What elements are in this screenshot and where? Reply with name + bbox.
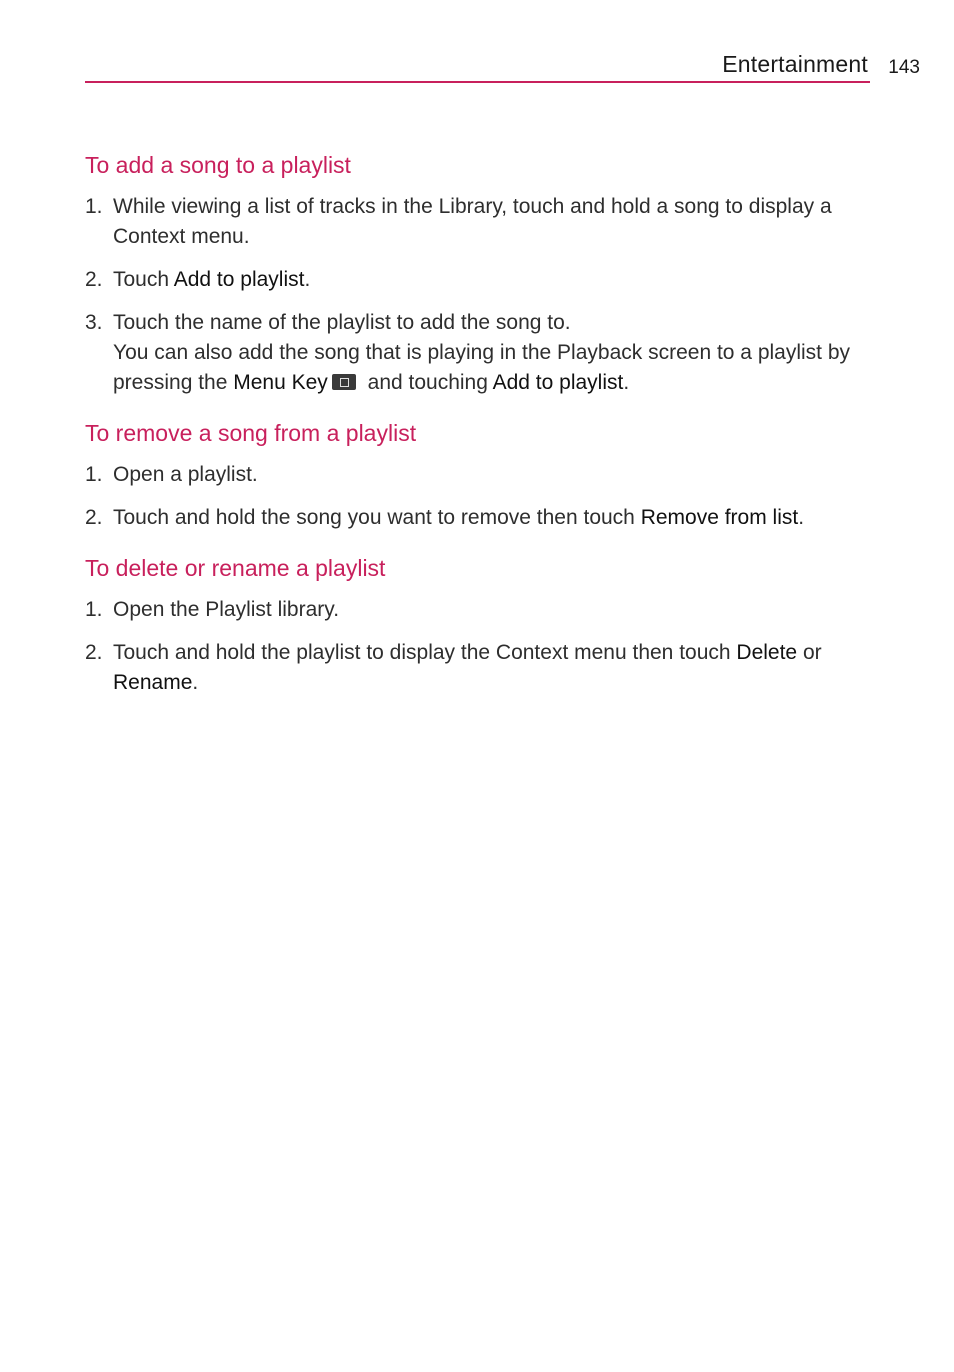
section-title-delete-rename: To delete or rename a playlist — [85, 555, 386, 581]
step-text: Touch — [113, 268, 174, 291]
step-number: 1. — [85, 463, 103, 486]
option-add-to-playlist: Add to playlist — [492, 371, 624, 394]
section-title-add-song: To add a song to a playlist — [85, 152, 351, 178]
step-text: . — [623, 371, 630, 394]
step-text: . — [304, 268, 311, 291]
step-text: Open the Playlist library. — [113, 598, 340, 621]
step-text: . — [192, 671, 199, 694]
step-number: 1. — [85, 598, 103, 621]
page-content — [85, 148, 885, 716]
step-item — [85, 503, 885, 533]
step-item — [85, 265, 885, 295]
header-divider — [85, 81, 870, 83]
section-name: Entertainment — [722, 51, 868, 77]
section-delete-rename — [85, 551, 885, 698]
step-text: or — [797, 641, 822, 664]
menu-key-icon — [332, 374, 356, 390]
page-number: 143 — [888, 57, 920, 78]
section-remove-song — [85, 416, 885, 533]
step-text: You can also add the song that is playing in the Playback screen to a playlist by pressing the — [113, 341, 851, 394]
step-text: Touch and hold the song you want to remove then touch — [113, 506, 641, 529]
step-number: 2. — [85, 641, 103, 664]
step-text: and touching — [361, 371, 493, 394]
step-item — [85, 460, 885, 490]
step-item — [85, 595, 885, 625]
section-title-remove-song: To remove a song from a playlist — [85, 420, 417, 446]
step-item — [85, 192, 885, 252]
page-header — [85, 48, 920, 88]
step-number: 3. — [85, 311, 103, 334]
option-delete: Delete — [736, 641, 798, 664]
step-item — [85, 638, 885, 698]
step-text: Open a playlist. — [113, 463, 258, 486]
option-remove-from-list: Remove from list — [640, 506, 799, 529]
step-text: While viewing a list of tracks in the Library, touch and hold a song to display a Context menu. — [113, 195, 832, 248]
option-add-to-playlist: Add to playlist — [173, 268, 305, 291]
step-number: 2. — [85, 506, 103, 529]
section-add-song — [85, 148, 885, 398]
step-number: 1. — [85, 195, 103, 218]
steps-list — [85, 460, 885, 533]
option-rename: Rename — [113, 671, 193, 694]
step-text: Touch the name of the playlist to add the song to. — [113, 311, 571, 334]
option-menu-key: Menu Key — [233, 371, 328, 394]
step-number: 2. — [85, 268, 103, 291]
steps-list — [85, 595, 885, 698]
step-item — [85, 308, 885, 398]
step-text: Touch and hold the playlist to display the Context menu then touch — [113, 641, 737, 664]
step-text: . — [798, 506, 805, 529]
steps-list — [85, 192, 885, 398]
